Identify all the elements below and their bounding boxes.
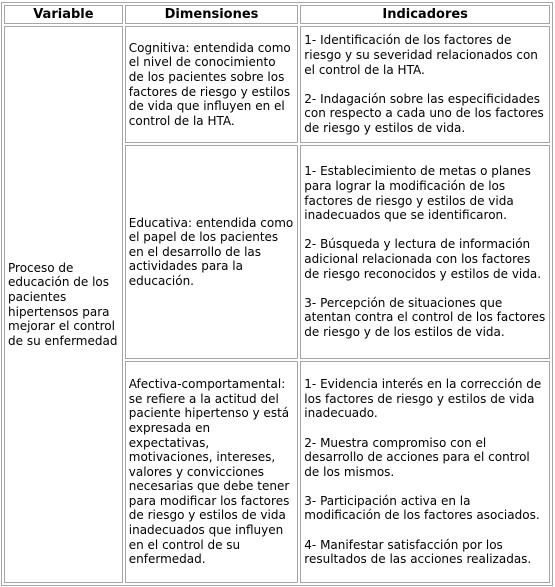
variable-cell: Proceso de educación de los pacientes hipertensos para mejorar el control de su enfermedad [4, 26, 123, 583]
indicator-item: 3- Participación activa en la modificación de los factores asociados. [304, 493, 540, 523]
indicator-item: 4- Manifestar satisfacción por los resultados de las acciones realizadas. [304, 537, 532, 567]
indicators-cognitiva [300, 26, 550, 143]
indicators-afectiva [300, 361, 550, 583]
header-indicadores: Indicadores [300, 5, 550, 24]
indicator-item: 2- Muestra compromiso con el desarrollo de acciones para el control de los mismos. [304, 435, 530, 479]
dimension-educativa: Educativa: entendida como el papel de los pacientes en el desarrollo de las actividades para la educación. [125, 145, 299, 359]
indicator-item: 1- Identificación de los factores de riesgo y su severidad relacionados con el control de la HTA. [304, 33, 538, 77]
header-variable: Variable [4, 5, 123, 24]
indicator-item: 1- Evidencia interés en la corrección de los factores de riesgo y estilos de vida inadecuado. [304, 377, 542, 421]
indicator-item: 1- Establecimiento de metas o planes para lograr la modificación de los factores de riesgo y estilos de vida inadecuados que se identificaron. [304, 164, 531, 223]
variables-table [1, 2, 553, 586]
indicator-item: 2- Búsqueda y lectura de información adicional relacionada con los factores de riesgo reconocidos y estilos de vida. [304, 237, 542, 281]
dimension-afectiva: Afectiva-comportamental: se refiere a la actitud del paciente hipertenso y está expresada en expectativas, motivaciones, intereses, valores y convicciones necesarias que debe tener para modificar los factores de riesgo y estilos de vida inadecuados que influyen en el control de su enfermedad. [125, 361, 299, 583]
indicator-item: 3- Percepción de situaciones que atentan contra el control de los factores de riesgo y de los estilos de vida. [304, 295, 546, 339]
indicators-educativa [300, 145, 550, 359]
indicator-item: 2- Indagación sobre las especificidades con respecto a cada uno de los factores de riesgo y estilos de vida. [304, 91, 544, 135]
table-row [4, 26, 550, 143]
header-row [4, 5, 550, 24]
header-dimensiones: Dimensiones [125, 5, 299, 24]
dimension-cognitiva: Cognitiva: entendida como el nivel de conocimiento de los pacientes sobre los factores de riesgo y estilos de vida que influyen en el control de la HTA. [125, 26, 299, 143]
